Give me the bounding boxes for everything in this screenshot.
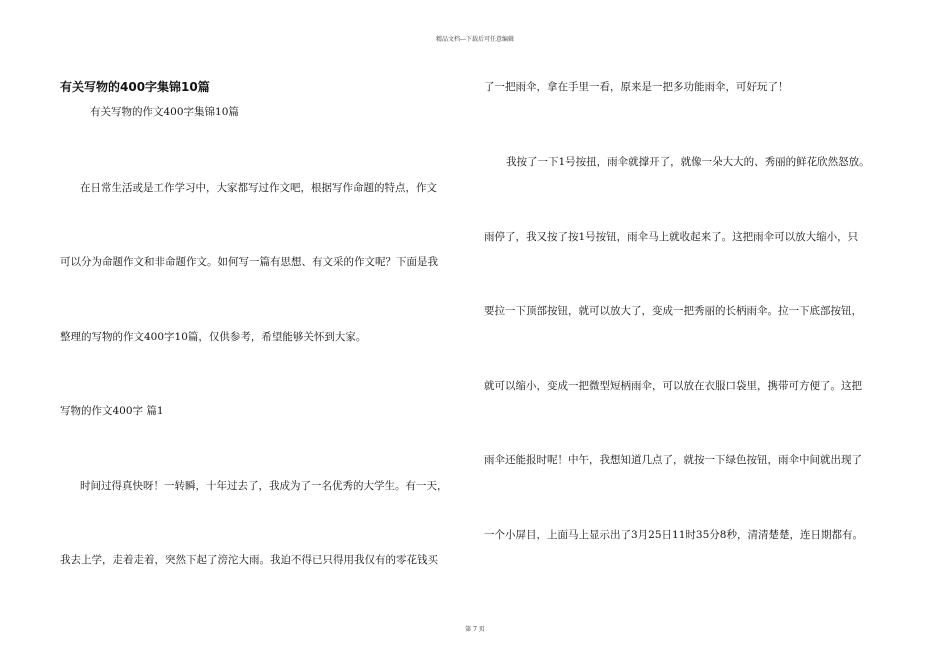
paragraph-line: 在日常生活或是工作学习中，大家都写过作文吧，根据写作命题的特点，作文	[80, 182, 437, 194]
paragraph-line: 我去上学，走着走着，突然下起了滂沱大雨。我迫不得已只得用我仅有的零花钱买	[60, 554, 438, 566]
paragraph-line: 就可以缩小，变成一把微型短柄雨伞，可以放在衣服口袋里，携带可方便了。这把	[484, 380, 862, 392]
paragraph-line: 要拉一下顶部按钮，就可以放大了，变成一把秀丽的长柄雨伞。拉一下底部按钮，	[484, 305, 862, 317]
paragraph-line: 我按了一下1号按扭，雨伞就撑开了，就像一朵大大的、秀丽的鲜花欣然怒放。	[506, 156, 870, 168]
paragraph-line: 雨停了，我又按了按1号按钮，雨伞马上就收起来了。这把雨伞可以放大缩小，只	[484, 231, 859, 243]
page-footer: 第 7 页	[465, 626, 485, 633]
paragraph-line: 了一把雨伞，拿在手里一看，原来是一把多功能雨伞，可好玩了！	[484, 81, 789, 93]
paragraph-line: 雨伞还能报时呢！中午，我想知道几点了，就按一下绿色按钮，雨伞中间就出现了	[484, 454, 862, 466]
document-title: 有关写物的400字集锦10篇	[60, 80, 210, 94]
document-subtitle: 有关写物的作文400字集锦10篇	[90, 106, 239, 118]
page-header: 精品文档---下载后可任意编辑	[435, 36, 515, 43]
paragraph-line: 一个小屏目，上面马上显示出了3月25日11时35分8秒，清清楚楚，连日期都有。	[484, 529, 863, 541]
section-heading: 写物的作文400字 篇1	[60, 405, 164, 417]
paragraph-line: 可以分为命题作文和非命题作文。如何写一篇有思想、有文采的作文呢？下面是我	[60, 256, 438, 268]
paragraph-line: 时间过得真快呀！一转瞬，十年过去了，我成为了一名优秀的大学生。有一天，	[80, 480, 448, 492]
paragraph-line: 整理的写物的作文400字10篇，仅供参考，希望能够关怀到大家。	[60, 331, 367, 343]
